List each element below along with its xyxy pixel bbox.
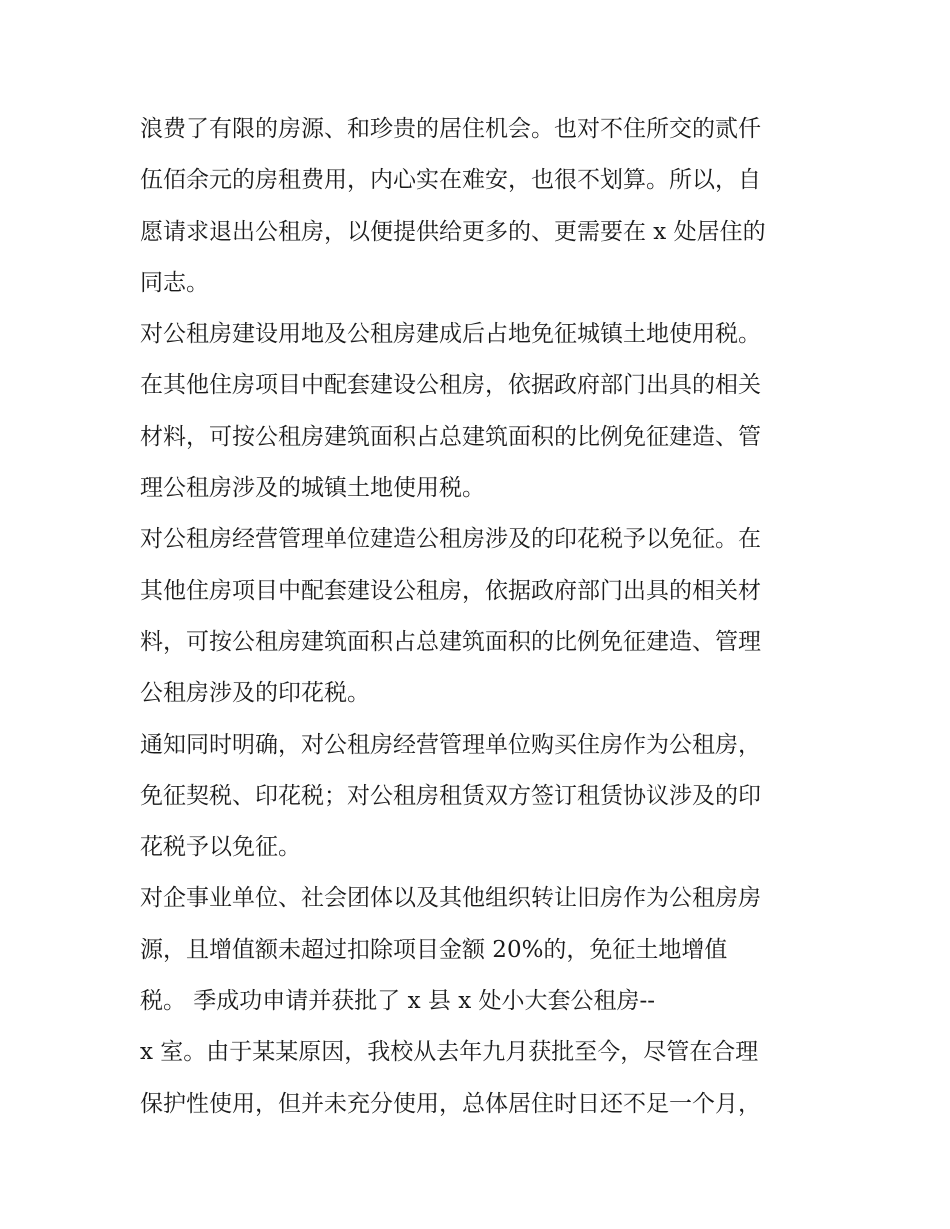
text-line-7: 材料，可按公租房建筑面积占总建筑面积的比例免征建造、管: [140, 423, 761, 450]
text-line-6: 在其他住房项目中配套建设公租房，依据政府部门出具的相关: [140, 372, 761, 399]
body-text: [140, 104, 820, 1130]
text-line-12: 公租房涉及的印花税。: [140, 680, 370, 707]
text-line-8: 理公租房涉及的城镇土地使用税。: [140, 475, 485, 502]
text-line-15: 花税予以免征。: [140, 834, 301, 861]
text-line-19: x 室。由于某某原因，我校从去年九月获批至今，尽管在合理: [140, 1039, 759, 1066]
text-line-11: 料，可按公租房建筑面积占总建筑面积的比例免征建造、管理: [140, 628, 761, 655]
text-line-3: 愿请求退出公租房，以便提供给更多的、更需要在 x 处居住的: [140, 218, 766, 245]
text-line-1: 浪费了有限的房源、和珍贵的居住机会。也对不住所交的贰仟: [140, 116, 761, 142]
text-line-17: 源，且增值额未超过扣除项目金额 20%的，免征土地增值: [140, 936, 728, 963]
text-line-14: 免征契税、印花税；对公租房租赁双方签订租赁协议涉及的印: [140, 782, 761, 809]
text-line-13: 通知同时明确，对公租房经营管理单位购买住房作为公租房，: [140, 731, 761, 758]
text-line-5: 对公租房建设用地及公租房建成后占地免征城镇土地使用税。: [140, 321, 761, 348]
text-line-9: 对公租房经营管理单位建造公租房涉及的印花税予以免征。在: [140, 526, 761, 553]
text-line-20: 保护性使用，但并未充分使用，总体居住时日还不足一个月，: [140, 1090, 761, 1117]
text-line-10: 其他住房项目中配套建设公租房，依据政府部门出具的相关材: [140, 577, 761, 604]
text-line-2: 伍佰余元的房租费用，内心实在难安，也很不划算。所以，自: [140, 167, 761, 194]
text-line-18: 税。 季成功申请并获批了 x 县 x 处小大套公租房--: [140, 988, 656, 1015]
text-line-16: 对企事业单位、社会团体以及其他组织转让旧房作为公租房房: [140, 885, 761, 912]
text-line-4: 同志。: [140, 269, 209, 296]
